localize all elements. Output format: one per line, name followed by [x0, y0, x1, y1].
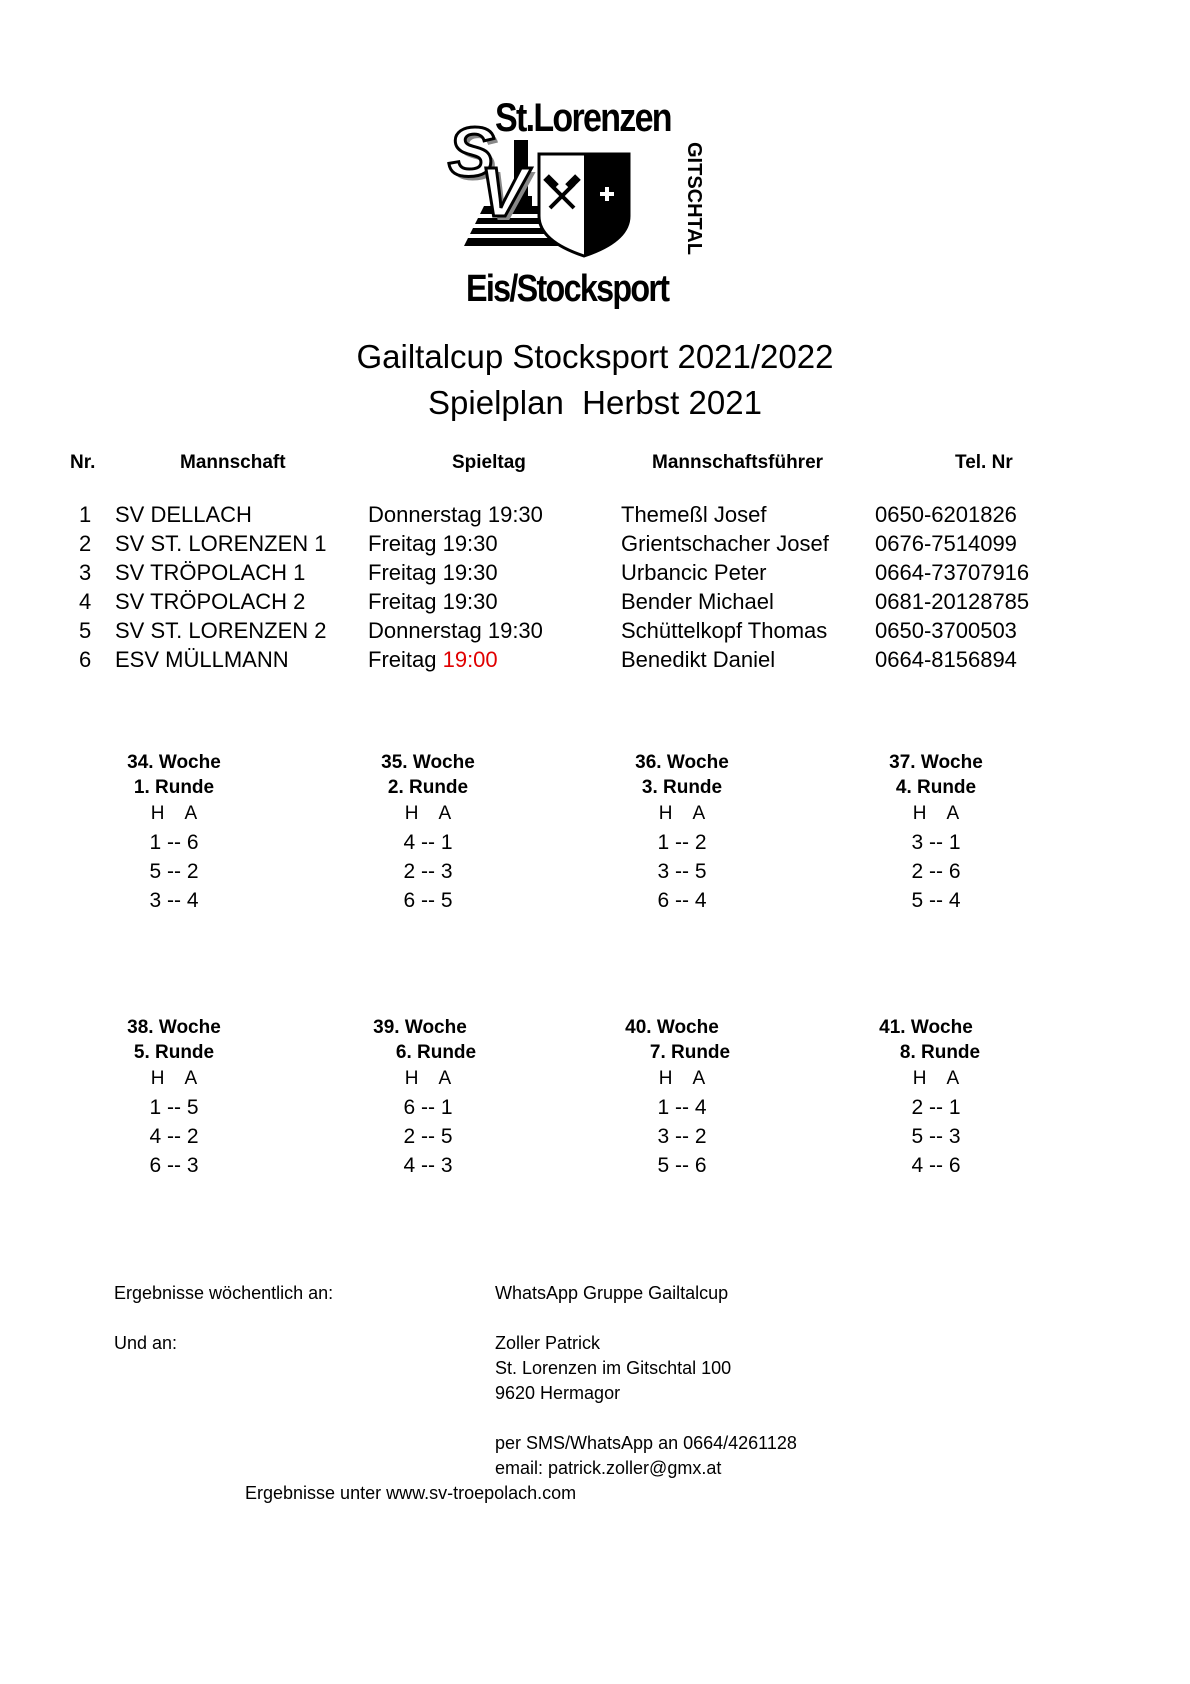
- round-number: 7. Runde: [649, 1042, 731, 1063]
- row-captain: Bender Michael: [621, 589, 774, 614]
- row-team: SV TRÖPOLACH 2: [115, 589, 306, 614]
- header-captain: Mannschaftsführer: [652, 452, 824, 473]
- round-ha: H A: [150, 1068, 198, 1089]
- row-tel: 0676-7514099: [875, 531, 1017, 556]
- round-game: 1 -- 5: [149, 1096, 199, 1119]
- row-nr: 3: [79, 560, 92, 585]
- round-number: 6. Runde: [395, 1042, 477, 1063]
- row-day: [368, 618, 543, 644]
- round-number: 2. Runde: [387, 777, 469, 798]
- header-day: Spieltag: [452, 452, 526, 473]
- logo-v-letter: V: [480, 153, 527, 231]
- round-week: 38. Woche: [127, 1017, 221, 1038]
- row-captain: Themeßl Josef: [621, 502, 767, 527]
- address-city: 9620 Hermagor: [495, 1383, 621, 1403]
- row-captain: Urbancic Peter: [621, 560, 767, 585]
- row-team: ESV MÜLLMANN: [115, 647, 289, 672]
- round-week: 37. Woche: [889, 752, 983, 773]
- round-game: 3 -- 2: [657, 1125, 707, 1148]
- round-number: 4. Runde: [895, 777, 977, 798]
- round-game: 4 -- 3: [403, 1154, 453, 1177]
- round-game: 5 -- 2: [149, 860, 199, 883]
- round-game: 1 -- 6: [149, 831, 199, 854]
- round-game: 1 -- 4: [657, 1096, 707, 1119]
- round-number: 8. Runde: [899, 1042, 981, 1063]
- address-name: Zoller Patrick: [495, 1333, 601, 1353]
- header-team: Mannschaft: [180, 452, 286, 473]
- round-game: 5 -- 6: [657, 1154, 707, 1177]
- round-number: 3. Runde: [641, 777, 723, 798]
- results-web: Ergebnisse unter www.sv-troepolach.com: [245, 1483, 577, 1503]
- round-game: 4 -- 1: [403, 831, 453, 854]
- round-ha: H A: [658, 803, 706, 824]
- row-tel: 0664-73707916: [875, 560, 1030, 585]
- round-game: 3 -- 5: [657, 860, 707, 883]
- row-nr: 2: [79, 531, 92, 556]
- round-game: 2 -- 1: [911, 1096, 961, 1119]
- round-week: 39. Woche: [373, 1017, 467, 1038]
- round-week: 40. Woche: [625, 1017, 719, 1038]
- page-title: Gailtalcup Stocksport 2021/2022: [356, 338, 834, 375]
- und-label: Und an:: [114, 1333, 178, 1353]
- round-game: 6 -- 5: [403, 889, 453, 912]
- row-nr: 4: [79, 589, 92, 614]
- round-game: 5 -- 3: [911, 1125, 961, 1148]
- round-game: 2 -- 6: [911, 860, 961, 883]
- row-day-time: 19:00: [442, 647, 498, 672]
- row-team: SV ST. LORENZEN 1: [115, 531, 327, 556]
- row-day-text: Freitag: [368, 647, 443, 672]
- round-game: 6 -- 4: [657, 889, 707, 912]
- row-day: [368, 589, 498, 615]
- round-game: 4 -- 2: [149, 1125, 199, 1148]
- round-game: 4 -- 6: [911, 1154, 961, 1177]
- address-street: St. Lorenzen im Gitschtal 100: [495, 1358, 732, 1378]
- row-nr: 6: [79, 647, 92, 672]
- round-week: 36. Woche: [635, 752, 729, 773]
- round-week: 34. Woche: [127, 752, 221, 773]
- round-game: 5 -- 4: [911, 889, 961, 912]
- logo-top-text: St.Lorenzen: [495, 96, 671, 140]
- round-ha: H A: [150, 803, 198, 824]
- logo-bottom-text: Eis/Stocksport: [466, 268, 669, 310]
- row-day: [368, 647, 498, 673]
- row-tel: 0664-8156894: [875, 647, 1017, 672]
- round-game: 6 -- 3: [149, 1154, 199, 1177]
- round-game: 2 -- 3: [403, 860, 453, 883]
- logo-s-letter: S: [448, 113, 495, 191]
- round-number: 1. Runde: [133, 777, 215, 798]
- row-day: [368, 502, 543, 528]
- row-day-text: Freitag 19:30: [368, 531, 498, 556]
- row-nr: 5: [79, 618, 92, 643]
- row-day-text: Donnerstag 19:30: [368, 618, 543, 643]
- row-day: [368, 531, 498, 557]
- row-nr: 1: [79, 502, 92, 527]
- row-day-text: Donnerstag 19:30: [368, 502, 543, 527]
- header-nr: Nr.: [70, 452, 96, 473]
- row-tel: 0650-3700503: [875, 618, 1017, 643]
- logo-side-text: GITSCHTAL: [683, 142, 705, 255]
- header-tel: Tel. Nr: [955, 452, 1013, 473]
- round-ha: H A: [912, 803, 960, 824]
- contact-phone: per SMS/WhatsApp an 0664/4261128: [495, 1433, 797, 1453]
- round-ha: H A: [404, 1068, 452, 1089]
- round-week: 41. Woche: [879, 1017, 973, 1038]
- row-day-text: Freitag 19:30: [368, 589, 498, 614]
- round-number: 5. Runde: [133, 1042, 215, 1063]
- row-captain: Schüttelkopf Thomas: [621, 618, 828, 643]
- row-captain: Grientschacher Josef: [621, 531, 829, 556]
- round-ha: H A: [912, 1068, 960, 1089]
- round-game: 3 -- 1: [911, 831, 961, 854]
- row-tel: 0681-20128785: [875, 589, 1030, 614]
- round-game: 3 -- 4: [149, 889, 199, 912]
- page-subtitle: Spielplan Herbst 2021: [428, 384, 762, 421]
- row-team: SV DELLACH: [115, 502, 252, 527]
- round-ha: H A: [658, 1068, 706, 1089]
- results-label: Ergebnisse wöchentlich an:: [114, 1283, 334, 1303]
- row-team: SV TRÖPOLACH 1: [115, 560, 306, 585]
- row-day: [368, 560, 498, 586]
- round-week: 35. Woche: [381, 752, 475, 773]
- row-captain: Benedikt Daniel: [621, 647, 776, 672]
- contact-email: email: patrick.zoller@gmx.at: [495, 1458, 722, 1478]
- round-ha: H A: [404, 803, 452, 824]
- round-game: 6 -- 1: [403, 1096, 453, 1119]
- row-day-text: Freitag 19:30: [368, 560, 498, 585]
- row-tel: 0650-6201826: [875, 502, 1017, 527]
- round-game: 1 -- 2: [657, 831, 707, 854]
- round-game: 2 -- 5: [403, 1125, 453, 1148]
- results-value: WhatsApp Gruppe Gailtalcup: [495, 1283, 729, 1303]
- row-team: SV ST. LORENZEN 2: [115, 618, 327, 643]
